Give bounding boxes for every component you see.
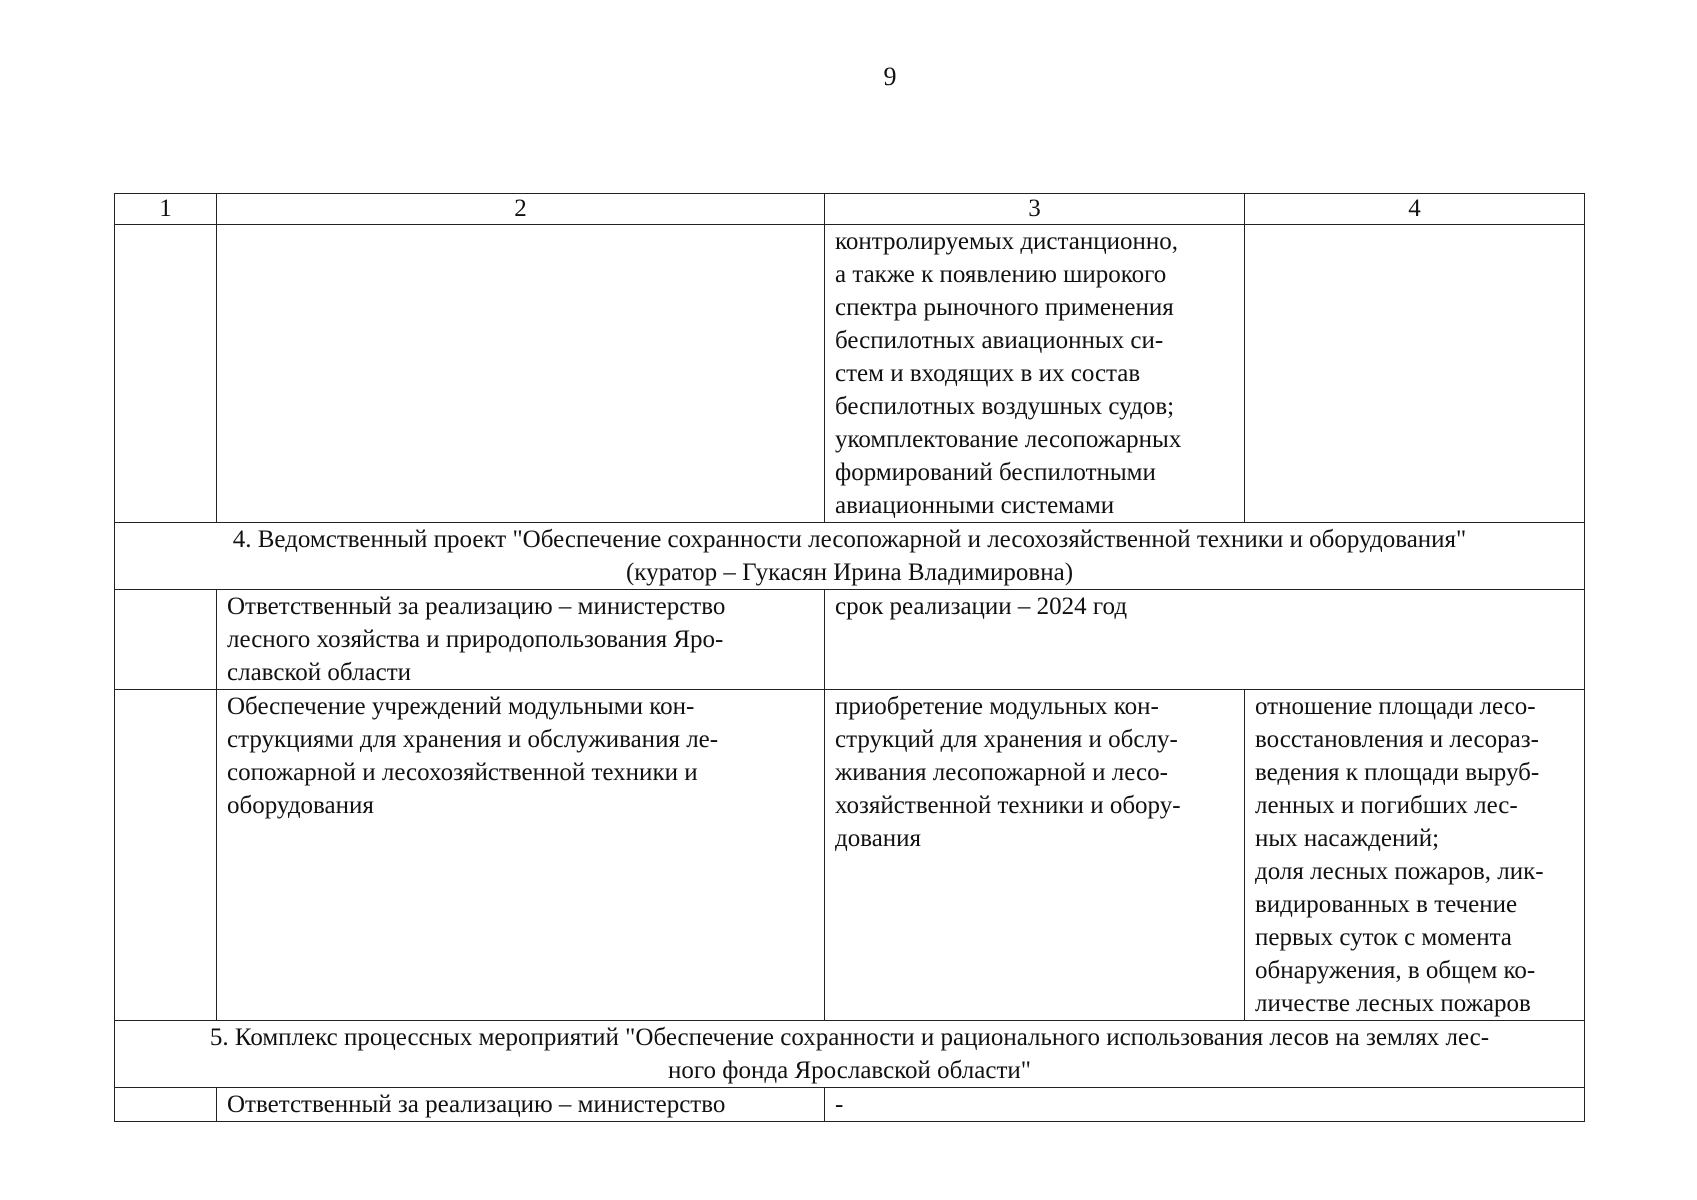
cell-empty (1245, 225, 1585, 523)
text-line: стем и входящих в их состав (835, 360, 1141, 387)
section-4-task-row (115, 690, 1585, 1021)
cell-task (217, 690, 825, 1021)
section-4-responsible-row (115, 590, 1585, 690)
page-number: 9 (883, 62, 897, 91)
column-header-2: 2 (217, 194, 825, 225)
column-header-4: 4 (1245, 194, 1585, 225)
text-line: ведения к площади выруб- (1255, 759, 1540, 786)
text-line: Ответственный за реализацию – министерство (227, 593, 726, 620)
cell-term: срок реализации – 2024 год (825, 590, 1585, 690)
text-line: струкций для хранения и обслу- (835, 726, 1178, 753)
text-line: укомплектование лесопожарных (835, 426, 1182, 453)
table-header-row (115, 194, 1585, 225)
cell-empty (115, 225, 217, 523)
cell-empty (115, 1088, 217, 1122)
column-header-1: 1 (115, 194, 217, 225)
table-row-continuation (115, 225, 1585, 523)
section-5-title (115, 1021, 1585, 1088)
cell-responsible: Ответственный за реализацию – министерство (217, 1088, 825, 1122)
text-line: живания лесопожарной и лесо- (835, 759, 1168, 786)
section-4-title (115, 523, 1585, 590)
cell-empty (217, 225, 825, 523)
text-line: сопожарной и лесохозяйственной техники и (227, 759, 698, 786)
text-line: оборудования (227, 792, 374, 819)
text-line: приобретение модульных кон- (835, 693, 1159, 720)
cell-responsible (217, 590, 825, 690)
column-header-3: 3 (825, 194, 1245, 225)
section-5-title-row (115, 1021, 1585, 1088)
cell-result (825, 690, 1245, 1021)
text-line: видированных в течение (1255, 891, 1518, 918)
cell-continued-result (825, 225, 1245, 523)
text-line: восстановления и лесораз- (1255, 726, 1539, 753)
section-5-responsible-row (115, 1088, 1585, 1122)
section-title-line: (куратор – Гукасян Ирина Владимировна) (625, 559, 1074, 586)
text-line: хозяйственной техники и обору- (835, 792, 1181, 819)
text-line: первых суток с момента (1255, 924, 1512, 951)
text-line: Обеспечение учреждений модульными кон- (227, 693, 695, 720)
cell-empty (115, 690, 217, 1021)
text-line: спектра рыночного применения (835, 294, 1174, 321)
text-line: ных насаждений; (1255, 825, 1440, 852)
section-4-title-row (115, 523, 1585, 590)
cell-term: - (825, 1088, 1585, 1122)
text-line: контролируемых дистанционно, (835, 228, 1178, 255)
text-line: авиационными системами (835, 492, 1115, 519)
text-line: доля лесных пожаров, лик- (1255, 858, 1544, 885)
plan-table (114, 193, 1585, 1122)
cell-empty (115, 590, 217, 690)
section-title-line: 5. Комплекс процессных мероприятий "Обеспечение сохранности и рационального использования лесов на землях лес- (209, 1024, 1490, 1051)
text-line: личестве лесных пожаров (1255, 990, 1531, 1017)
text-line: отношение площади лесо- (1255, 693, 1536, 720)
text-line: лесного хозяйства и природопользования Яро- (227, 626, 724, 653)
text-line: беспилотных авиационных си- (835, 327, 1164, 354)
section-title-line: 4. Ведомственный проект "Обеспечение сохранности лесопожарной и лесохозяйственной техники и оборудования" (232, 526, 1467, 553)
cell-indicators (1245, 690, 1585, 1021)
text-line: дования (835, 825, 922, 852)
section-title-line: ного фонда Ярославской области" (668, 1057, 1031, 1084)
text-line: формирований беспилотными (835, 459, 1156, 486)
text-line: обнаружения, в общем ко- (1255, 957, 1536, 984)
text-line: беспилотных воздушных судов; (835, 393, 1175, 420)
text-line: струкциями для хранения и обслуживания ле- (227, 726, 719, 753)
text-line: а также к появлению широкого (835, 261, 1167, 288)
text-line: ленных и погибших лес- (1255, 792, 1518, 819)
text-line: славской области (227, 659, 411, 686)
